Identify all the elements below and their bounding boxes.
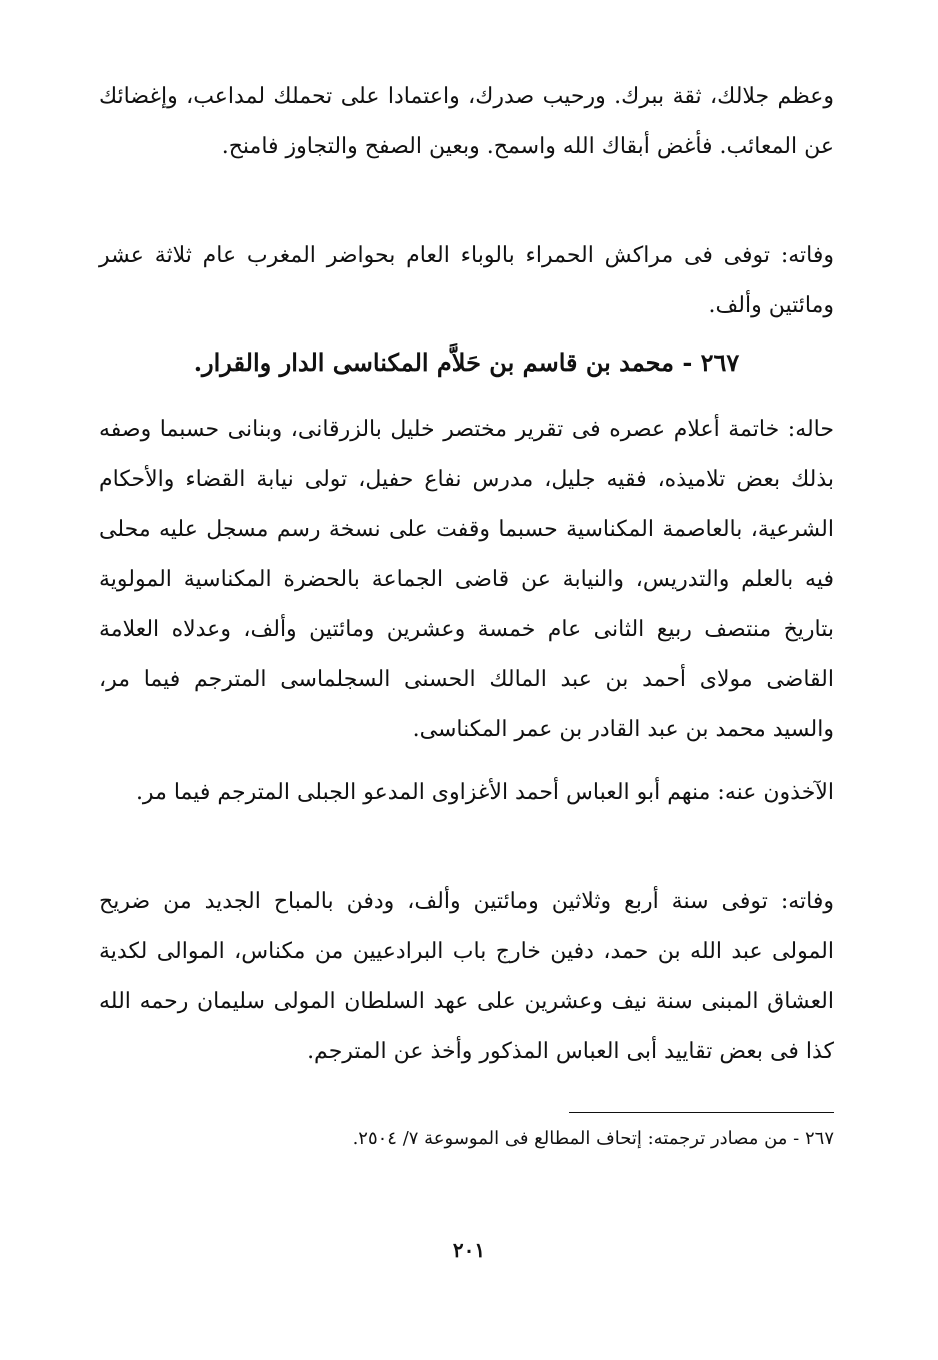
footnote: ٢٦٧ - من مصادر ترجمته: إتحاف المطالع فى الموسوعة ٧/ ٢٥٠٤.: [352, 1128, 834, 1149]
paragraph-death: وفاته: توفى سنة أربع وثلاثين ومائتين وألف، ودفن بالمباح الجديد من ضريح المولى عبد الله بن حمد، دفين خارج باب البرادعيين من مكناس، الموالى لكدية العشاق المبنى سنة نيف وعشرين على عهد السلطان المولى سليمان رحمه الله كذا فى بعض تقاييد أبى العباس المذكور وأخذ عن المترجم.: [99, 889, 834, 1064]
paragraph-biography: حاله: خاتمة أعلام عصره فى تقرير مختصر خليل بالزرقانى، وبنانى حسبما وصفه بذلك بعض تلاميذه، فقيه جليل، مدرس نفاع حفيل، تولى نيابة القضاء والأحكام الشرعية، بالعاصمة المكناسية حسبما وقفت على نسخة رسم مسجل عليه محلى فيه بالعلم والتدريس، والنيابة عن قاضى الجماعة بالحضرة المكناسية المولوية بتاريخ منتصف ربيع الثانى عام خمسة وعشرين ومائتين وألف، وعدلاه العلامة القاضى مولاى أحمد بن عبد المالك الحسنى السجلماسى المترجم فيما مر، والسيد محمد بن عبد القادر بن عمر المكناسى.: [99, 417, 834, 742]
paragraph-students: الآخذون عنه: منهم أبو العباس أحمد الأغزاوى المدعو الجبلى المترجم فيما مر.: [135, 780, 834, 805]
paragraph-death-note: وفاته: توفى فى مراكش الحمراء بالوباء العام بحواضر المغرب عام ثلاثة عشر ومائتين وألف.: [99, 243, 834, 318]
footnote-divider: [569, 1112, 834, 1113]
page-number: ٢٠١: [452, 1238, 486, 1262]
entry-heading: ٢٦٧ - محمد بن قاسم بن حَلاَّم المكناسى الدار والقرار.: [193, 348, 740, 377]
paragraph-opening-continuation: وعظم جلالك، ثقة ببرك. ورحيب صدرك، واعتمادا على تحملك لمداعب، وإغضائك عن المعائب. فأغض أبقاك الله واسمح. وبعين الصفح والتجاوز فامنح.: [99, 84, 834, 159]
